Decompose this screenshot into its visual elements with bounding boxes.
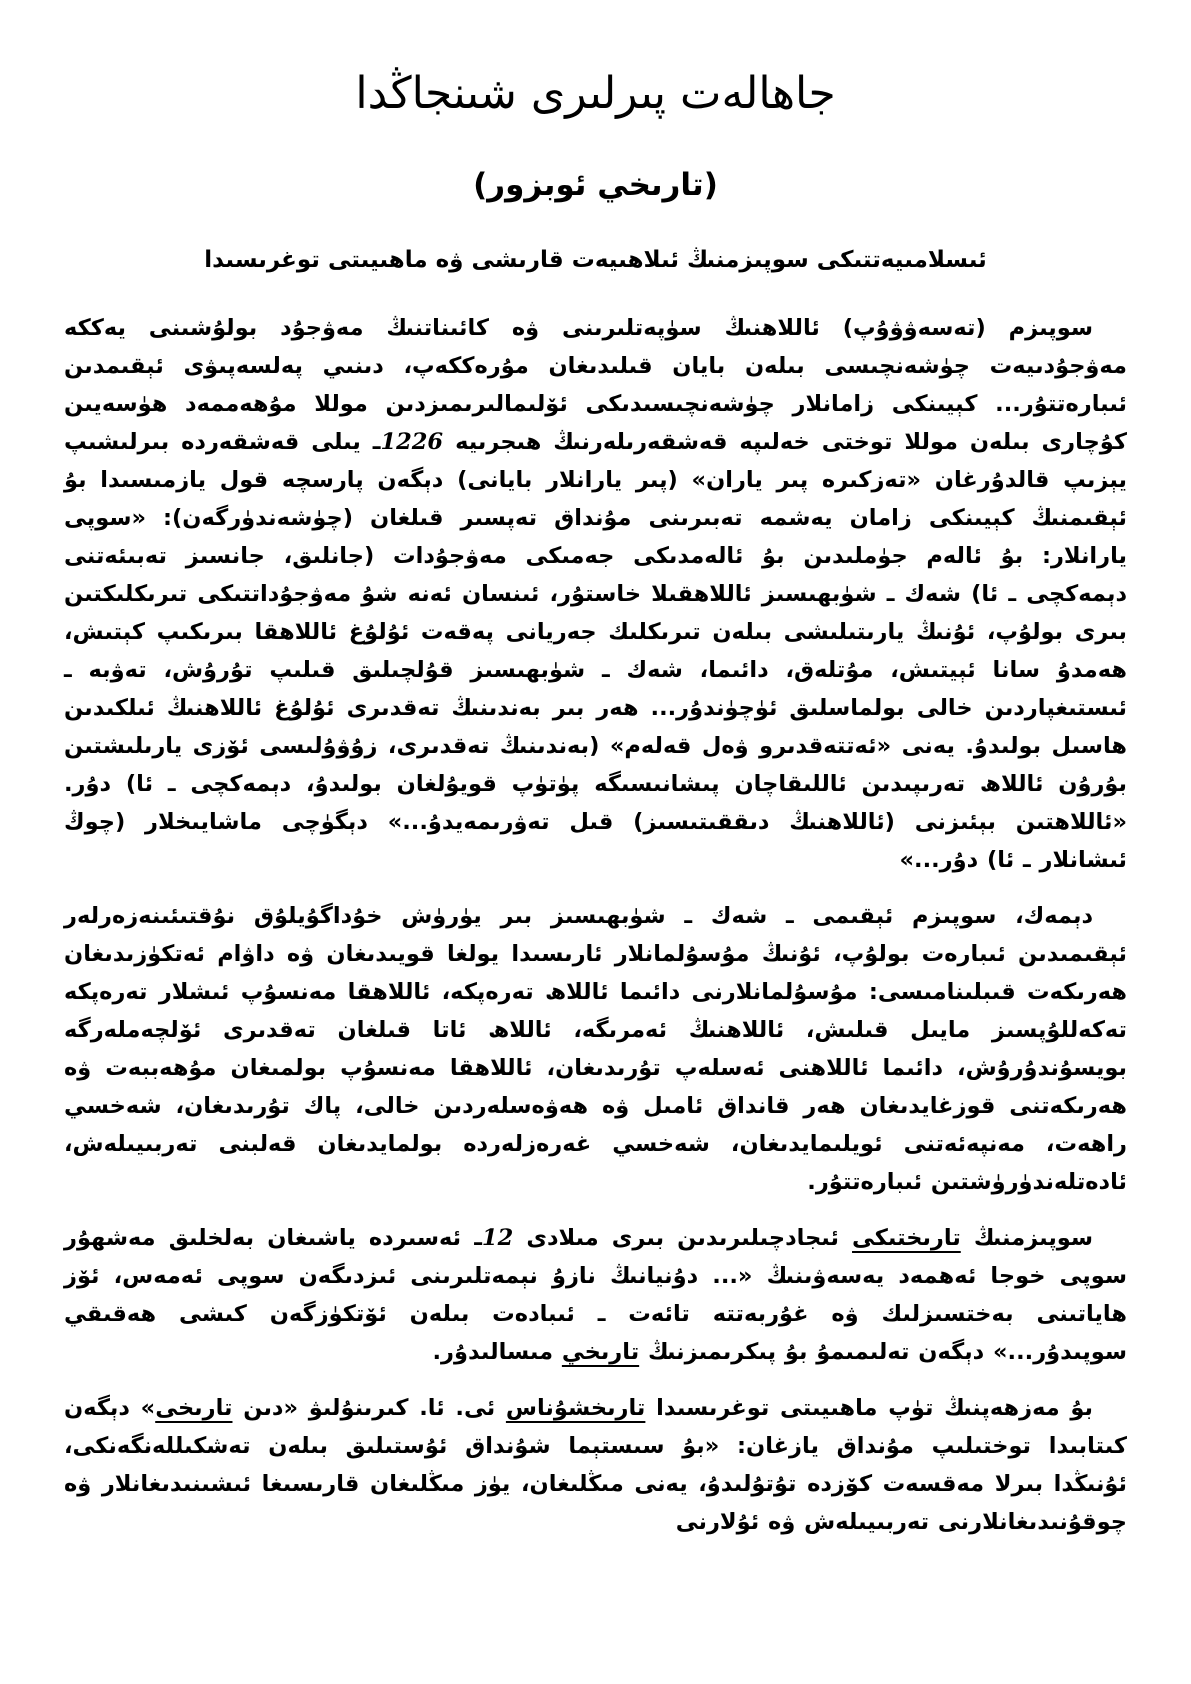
text-run: بۇ مەزھەپنىڭ تۈپ ماھىيىتى توغرىسىدا (645, 1395, 1093, 1421)
section-heading: ئىسلامىيەتتىكى سوپىزمنىڭ ئىلاھىيەت قارىشى ۋە ماھىيىتى توغرىسىدا (204, 247, 987, 273)
text-run: سوپىزمنىڭ (960, 1225, 1093, 1251)
text-run: » دېگەن كىتابىدا توختىلىپ مۇنداق يازغان: «بۇ سىستېما شۇنداق ئۇستىلىق بىلەن تەشكىللەنگەنكى، ئۇنىڭدا بىرلا مەقسەت كۆزدە تۇتۇلىدۇ، يەنى مىڭلىغان، يۈز مىڭلىغان قارىسىغا ئىشىنىدىغانلار ۋە چوقۇنىدىغانلارنى تەربىيىلەش ۋە ئۇلارنى (64, 1395, 1127, 1535)
body-paragraphs (64, 309, 1127, 1541)
page-title: جاھالەت پىرلىرى شىنجاڭدا (355, 68, 836, 119)
text-run: مىسالىدۇر. (432, 1339, 562, 1365)
underlined-term: تارىخشۇناس (505, 1395, 646, 1421)
text-run: ئى. ئا. كىرىنۇلىۋ «دىن (232, 1395, 506, 1421)
page-subtitle: (تارىخي ئوبزور) (473, 167, 718, 203)
text-run: دېمەك، سوپىزم ئېقىمى ـ شەك ـ شۈبھىسىز بىر يۈرۈش خۇداگۇيلۇق نۇقتىئىنەزەرلەر ئېقىمىدىن ئىبارەت بولۇپ، ئۇنىڭ مۇسۇلمانلار ئارىسىدا يولغا قويىدىغان ۋە داۋام ئەتكۈزىدىغان ھەرىكەت قىبلىنامىسى: مۇسۇلمانلارنى دائىما ئاللاھ تەرەپكە، ئاللاھقا مەنسۇپ ئىشلار تەرەپكە تەكەللۇپسىز مايىل قىلىش، ئاللاھنىڭ ئەمرىگە، ئاللاھ ئاتا قىلغان تەقدىرى ئۆلچەملەرگە بويسۇندۇرۇش، دائىما ئاللاھنى ئەسلەپ تۇرىدىغان، ئاللاھقا مەنسۇپ بولمىغان مۇھەببەت ۋە ھەرىكەتنى قوزغايدىغان ھەر قانداق ئامىل ۋە ھەۋەسلەردىن خالى، پاك تۇرىدىغان، شەخسي راھەت، مەنپەئەتنى ئويلىمايدىغان، شەخسي غەرەزلەردە بولمايدىغان قەلبنى تەربىيىلەش، ئادەتلەندۈرۈشتىن ئىبارەتتۇر. (64, 903, 1127, 1195)
underlined-term: تارىخي (561, 1339, 640, 1365)
numeral: 12 (481, 1225, 514, 1251)
paragraph (64, 1389, 1127, 1541)
text-run: ـ ئەسىردە ياشىغان بەلخلىق مەشھۇر سوپى خوجا ئەھمەد يەسەۋىنىڭ «... دۇنيانىڭ نازۇ نېمەتلىرىنى ئىزدىگەن سوپى ئەمەس، ئۆز ھاياتىنى بەختسىزلىك ۋە غۇربەتتە تائەت ـ ئىبادەت بىلەن ئۆتكۈزگەن كىشى ھەقىقي سوپىدۇر...» دېگەن تەلىمىمۇ بۇ پىكرىمىزنىڭ (64, 1225, 1127, 1365)
text-run: سوپىزم (تەسەۋۋۇپ) ئاللاھنىڭ سۈپەتلىرىنى ۋە كائىناتنىڭ مەۋجۇد بولۇشىنى يەككە مەۋجۇدىيەت چۈشەنچىسى بىلەن بايان قىلىدىغان مۇرەككەپ، دىنىي پەلسەپىۋى ئېقىمدىن ئىبارەتتۇر... كېيىنكى زامانلار چۈشەنچىسىدىكى ئۆلىمالىرىمىزدىن موللا مۇھەممەد ھۈسەيىن كۇچارى بىلەن موللا توختى خەلىپە قەشقەرىلەرنىڭ ھىجرىيە (64, 315, 1127, 455)
text-run: ـ يىلى قەشقەردە بىرلىشىپ يېزىپ قالدۇرغان «تەزكىرە پىر ياران» (پىر يارانلار بايانى) دېگەن پارسچە قول يازمىسىدا بۇ ئېقىمنىڭ كېيىنكى زامان يەشمە تەبىرىنى مۇنداق تەپسىر قىلغان (چۈشەندۈرگەن): «سوپى يارانلار: بۇ ئالەم جۈملىدىن بۇ ئالەمدىكى جەمىكى مەۋجۇدات (جانلىق، جانسىز تەبىئەتنى دېمەكچى ـ ئا) شەك ـ شۈبھىسىز ئاللاھقىلا خاستۇر، ئىنسان ئەنە شۇ مەۋجۇداتتىكى تىرىكلىكتىن بىرى بولۇپ، ئۇنىڭ يارىتىلىشى بىلەن تىرىكلىك جەريانى پەقەت ئۇلۇغ ئاللاھقا بىرىكىپ كېتىش، ھەمدۇ سانا ئېيتىش، مۇتلەق، دائىما، شەك ـ شۈبھىسىز قۇلچىلىق قىلىپ تۇرۇش، تەۋبە ـ ئىستىغپاردىن خالى بولماسلىق ئۈچۈندۇر... ھەر بىر بەندىنىڭ تەقدىرى ئۇلۇغ ئاللاھنىڭ ئىلكىدىن ھاسىل بولىدۇ. يەنى «ئەتتەقدىرو ۋەل قەلەم» (بەندىنىڭ تەقدىرى، زۇۋۇلىسى ئۆزى يارىلىشتىن بۇرۇن ئاللاھ تەرىپىدىن ئاللىقاچان پىشانىسىگە پۈتۈپ قويۇلغان بولىدۇ، دېمەكچى ـ ئا) دۇر. «ئاللاھتىن بېئىزنى (ئاللاھنىڭ دىققىتىسىز) قىل تەۋرىمەيدۇ...» دېگۈچى ماشايىخلار (چوڭ ئىشانلار ـ ئا) دۇر...» (64, 429, 1127, 873)
paragraph (64, 897, 1127, 1201)
underlined-term: تارىخى (155, 1395, 233, 1421)
paragraph (64, 309, 1127, 879)
underlined-term: تارىختىكى (852, 1225, 961, 1251)
text-run: ئىجادچىلىرىدىن بىرى مىلادى (513, 1225, 853, 1251)
paragraph (64, 1219, 1127, 1371)
numeral: 1226 (380, 429, 444, 455)
